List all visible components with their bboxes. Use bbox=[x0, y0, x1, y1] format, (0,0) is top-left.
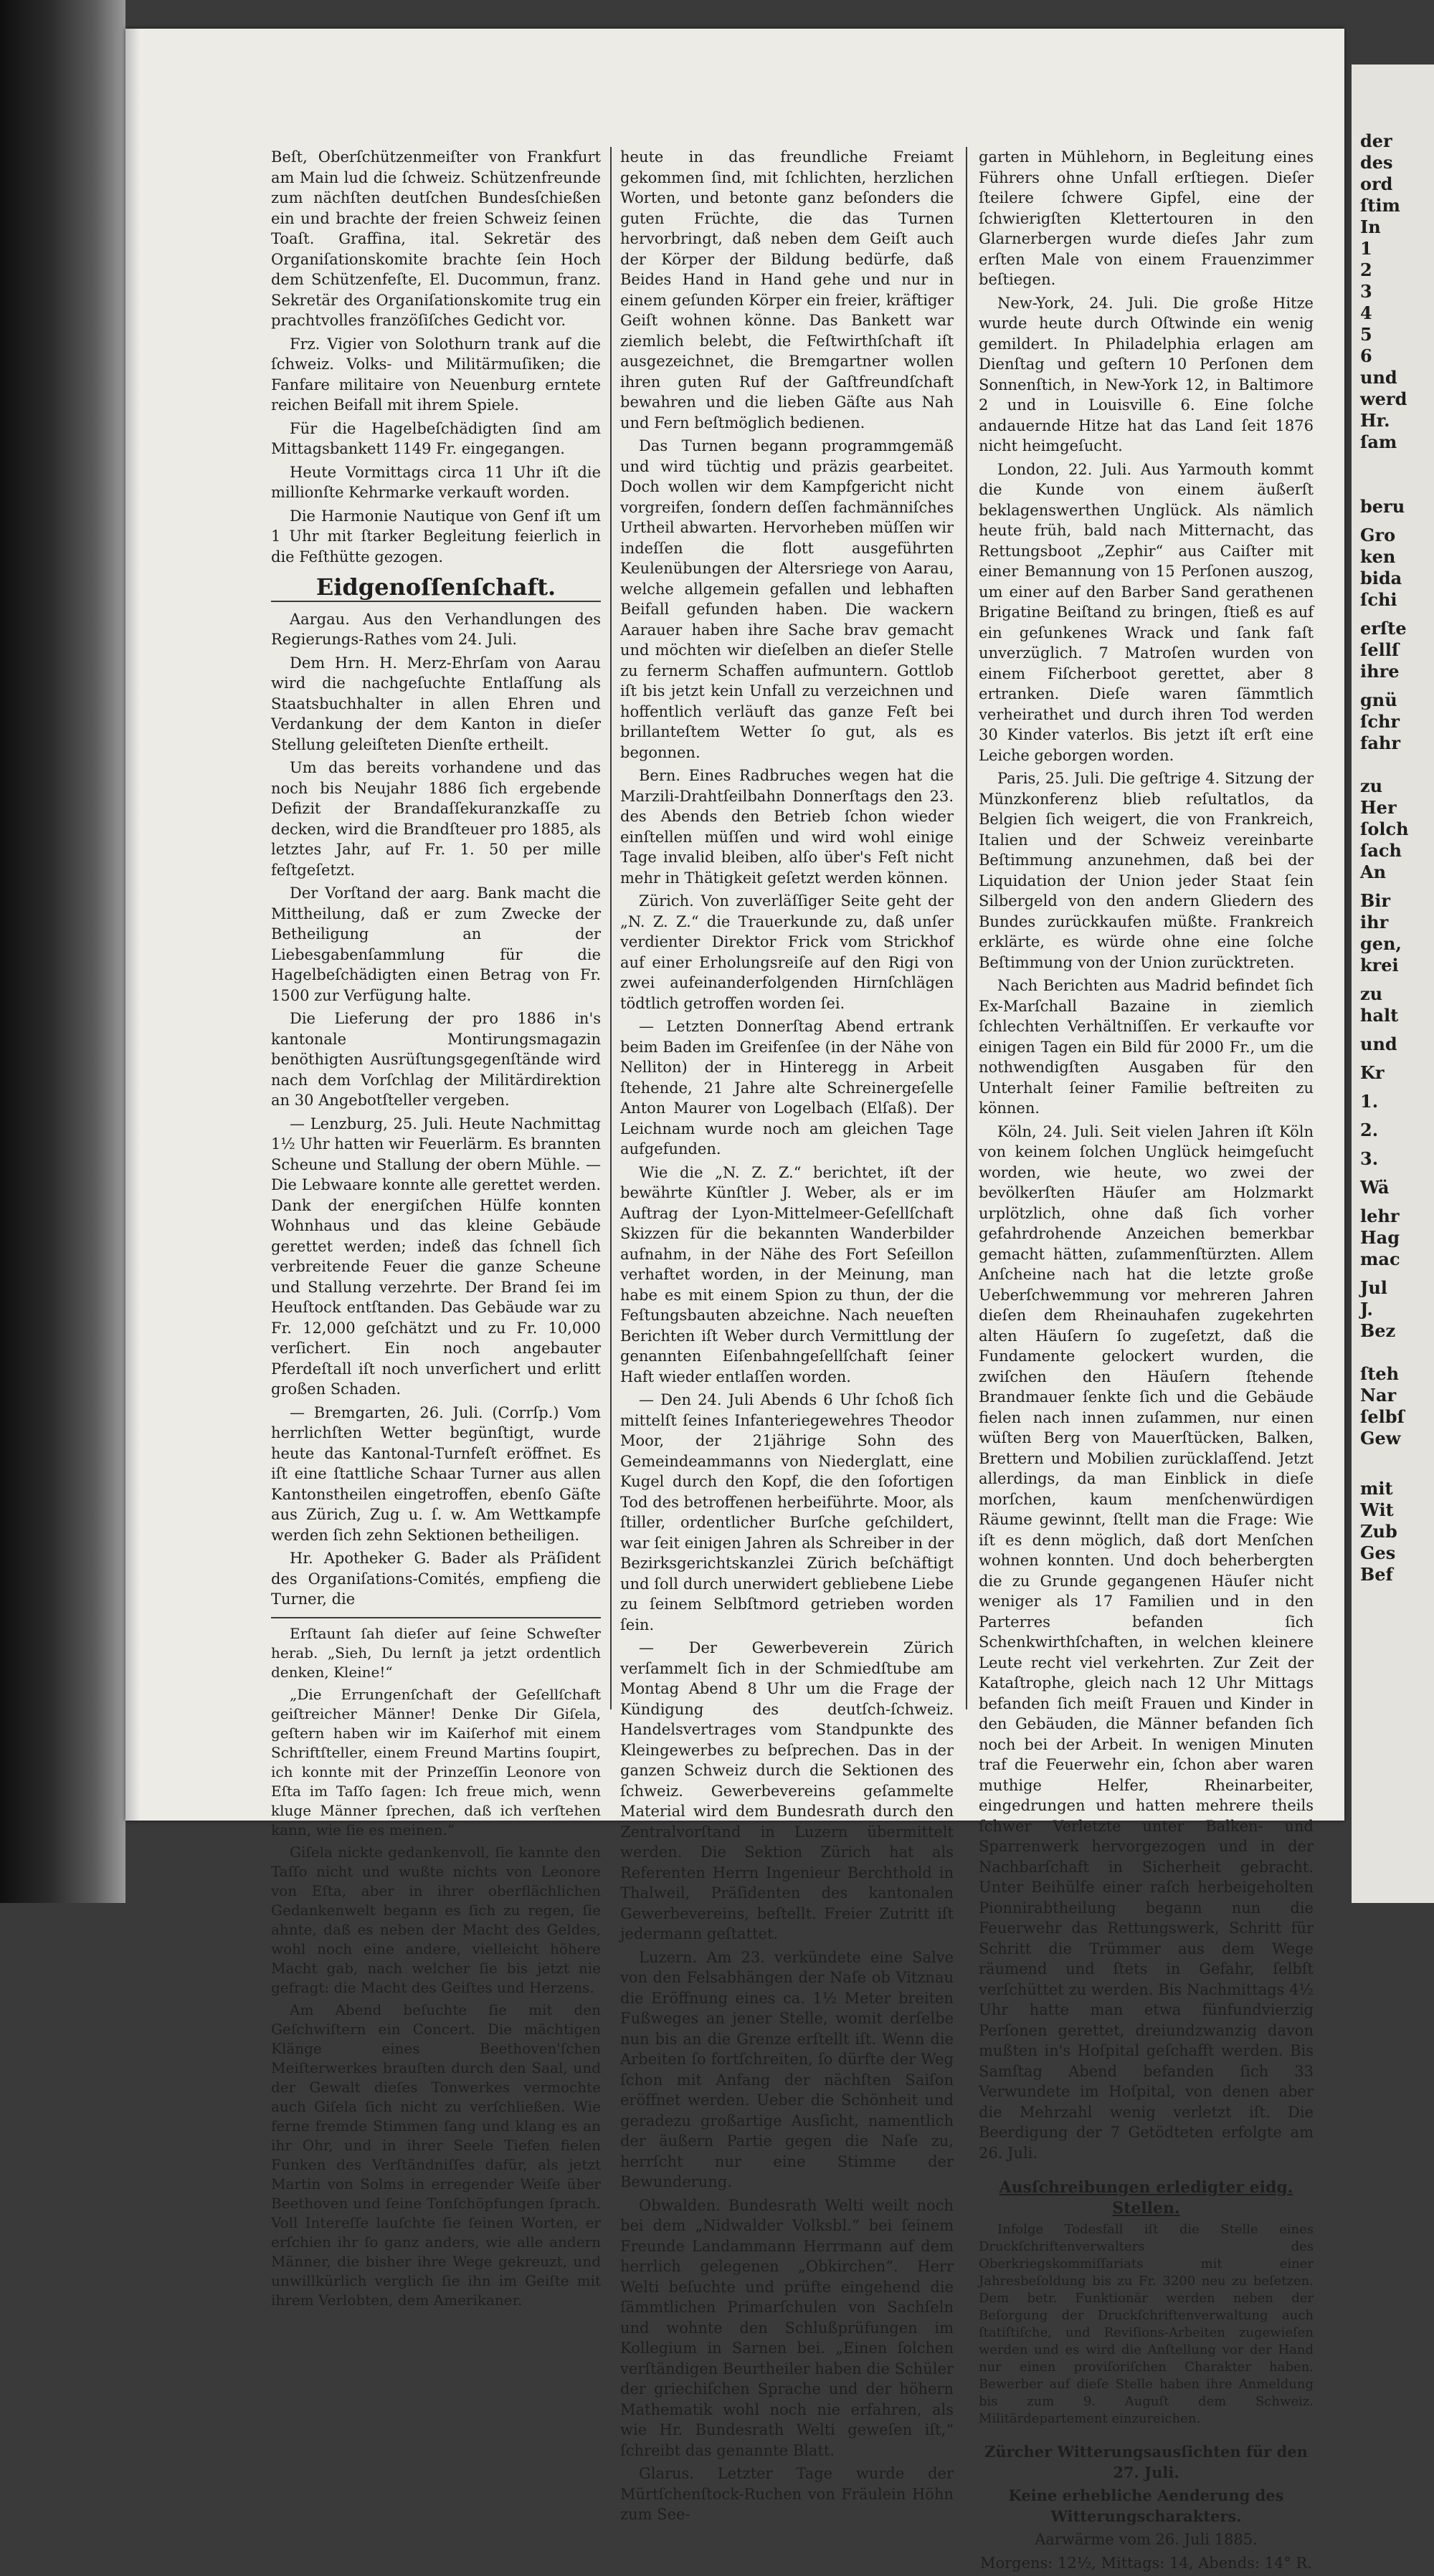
adjacent-page-fragment: Wä bbox=[1360, 1177, 1390, 1198]
adjacent-page-fragment: Zub bbox=[1360, 1521, 1397, 1542]
adjacent-page-fragment: bida bbox=[1360, 568, 1402, 588]
adjacent-page-fragment: ſach bbox=[1360, 840, 1402, 861]
paragraph: Am Abend beſuchte ſie mit den Geſchwiſtern ein Concert. Die mächtigen Klänge eines Beethoven'ſchen Meiſterwerkes brauſten durch den Saal, und der Gewalt dieſes Tonwerkes vermochte auch Giſela ſich nicht zu verſchließen. Wie ferne fremde Stimmen ſang und klang es an ihr Ohr, und in ihrer Seele Tiefen fielen Funken des Verſtändniſſes dafür, als jetzt Martin von Solms in erregender Weiſe über Beethoven und ſeine Tonſchöpfungen ſprach. Voll Intereſſe lauſchte ſie ſeinen Worten, er erſchien ihr ſo ganz anders, wie alle andern Männer, die bisher ihre Wege gekreuzt, und unwillkürlich verglich ſie ihn im Geiſte mit ihrem Verlobten, dem Amerikaner. bbox=[271, 2000, 601, 2309]
adjacent-page-fragment: ſchi bbox=[1360, 589, 1397, 610]
adjacent-page-fragment: mac bbox=[1360, 1249, 1400, 1269]
adjacent-page-fragment: ſchr bbox=[1360, 711, 1400, 732]
book-binding bbox=[0, 0, 125, 1903]
adjacent-page-fragment: Hr. bbox=[1360, 410, 1390, 431]
paragraph: Nach Berichten aus Madrid befindet ſich Ex-Marſchall Bazaine in ziemlich ſchlechten Verhältniſſen. Er verkaufte vor einigen Tagen ein Bild für 2000 Fr., um die nothwendigſten Ausgaben für den Unterhalt ſeiner Familie beſtreiten zu können. bbox=[979, 977, 1314, 1117]
paragraph: garten in Mühlehorn, in Begleitung eines Führers ohne Unfall erſtiegen. Dieſer ſteilere ſchwere Gipfel, eine der ſchwierigſten Klettertouren in den Glarnerbergen wurde dieſes Jahr zum erſten Male von einem Frauenzimmer beſtiegen. bbox=[979, 148, 1314, 288]
adjacent-page-fragment: und bbox=[1360, 367, 1397, 388]
paragraph: — Lenzburg, 25. Juli. Heute Nachmittag 1½ Uhr hatten wir Feuerlärm. Es brannten Scheune und Stallung der obern Mühle. — Die Lebwaare konnte alle gerettet werden. Dank der energiſchen Hülfe konnten Wohnhaus und das kleine Gebäude gerettet werden; indeß das ſchnell ſich verbreitende Feuer die ganze Scheune und Stallung verzehrte. Der Brand ſei im Heuſtock entſtanden. Das Gebäude war zu Fr. 12,000 geſchätzt und zu Fr. 10,000 verſichert. Ein noch angebauter Pferdeſtall iſt noch unverſichert und erlitt großen Schaden. bbox=[271, 1115, 601, 1398]
paragraph: Aargau. Aus den Verhandlungen des Regierungs-Rathes vom 24. Juli. bbox=[271, 610, 601, 648]
adjacent-page-fragment: ihr bbox=[1360, 912, 1389, 932]
adjacent-page-fragment: zu bbox=[1360, 983, 1383, 1004]
paragraph: heute in das freundliche Freiamt gekommen ſind, mit ſchlichten, herzlichen Worten, und betonte ganz beſonders die guten Früchte, die das Turnen hervorbringt, daß neben dem Geiſt auch der Körper der Bildung bedürfe, daß Beides Hand in Hand gehe und nur in einem geſunden Körper ein freier, kräftiger Geiſt wohnen könne. Das Bankett war ziemlich belebt, die Feſtwirthſchaft iſt ausgezeichnet, die Bremgartner wollen ihren guten Ruf der Gaſtfreundſchaft bewahren und die lieben Gäſte aus Nah und Fern beſtmöglich bedienen. bbox=[620, 148, 954, 431]
adjacent-page-fragment: mit bbox=[1360, 1478, 1393, 1499]
column-2 bbox=[620, 147, 954, 2528]
adjacent-page-fragment: 3. bbox=[1360, 1148, 1379, 1169]
adjacent-page-fragment: ſteh bbox=[1360, 1363, 1400, 1384]
adjacent-page-fragment: Bef bbox=[1360, 1564, 1393, 1585]
adjacent-page-fragment: Ges bbox=[1360, 1542, 1396, 1563]
adjacent-page-fragment: Her bbox=[1360, 797, 1397, 818]
adjacent-page-fragment: In bbox=[1360, 216, 1381, 237]
adjacent-page-fragment: Jul bbox=[1360, 1277, 1387, 1298]
weather-forecast: Zürcher Witterungsausſichten für den 27. Juli. bbox=[984, 2443, 1308, 2481]
adjacent-page-fragment: ſam bbox=[1360, 431, 1397, 452]
feuilleton bbox=[271, 1624, 601, 2310]
paragraph: Erſtaunt ſah dieſer auf ſeine Schweſter herab. „Sieh, Du lernſt ja jetzt ordentlich denken, Kleine!“ bbox=[271, 1624, 601, 1681]
paragraph: Giſela nickte gedankenvoll, ſie kannte den Taſſo nicht und wußte nichts von Leonore von Eſta, aber in ihrer oberflächlichen Gedankenwelt begann es ſich zu regen, ſie ahnte, daß es neben der Macht des Geldes, wohl noch eine andere, vielleicht höhere Macht gab, nach welcher ſie bis jetzt nie gefragt: die Macht des Geiſtes und Herzens. bbox=[271, 1843, 601, 1996]
paragraph: Köln, 24. Juli. Seit vielen Jahren iſt Köln von keinem ſolchen Unglück heimgeſucht worden, wie heute, wo zwei der bevölkerſten Häuſer am Holzmarkt urplötzlich, ohne daß ſich vorher gefahrdrohende Anzeichen bemerkbar gemacht hätten, zuſammenſtürzten. Allem Anſcheine nach hat die letzte große Ueberſchwemmung vor mehreren Jahren dieſen dem Rheinauhafen zugekehrten alten Häuſern ſo zugeſetzt, daß die Fundamente gelockert wurden, die zwiſchen den Häuſern ſtehende Brandmauer ſenkte ſich und die Gebäude fielen nach innen zuſammen, nur einen wüſten Berg von Mauerſtücken, Balken, Brettern und Mobilien zurücklaſſend. Jetzt allerdings, da man Einblick in dieſe morſchen, kaum menſchenwürdigen Räume gewinnt, ſtellt man die Frage: Wie iſt es denn möglich, daß dort Menſchen wohnen konnten. Und doch beherbergten die zu Grunde gegangenen Häuſer nicht weniger als 17 Familien und in den Parterres befanden ſich Schenkwirthſchaften, in welchen kleinere Leute recht viel verkehrten. Zur Zeit der Kataſtrophe, gleich nach 12 Uhr Mittags befanden ſich meiſt Frauen und Kinder in den Gebäuden, die Männer befanden ſich noch bei der Arbeit. In wenigen Minuten traf die Feuerwehr ein, ſchon aber waren muthige Helfer, Rheinarbeiter, eingedrungen und hatten mehrere theils ſchwer Verletzte unter Balken- und Sparrenwerk hervorgezogen und in der Nachbarſchaft in Sicherheit gebracht. Unter Beihülfe einer raſch herbeigeholten Pionnirabtheilung begann nun die Feuerwehr das Rettungswerk, Schritt für Schritt die Trümmer aus dem Wege räumend und ſtets in Gefahr, ſelbſt verſchüttet zu werden. Bis Nachmittags 4½ Uhr hatte man etwa fünfundvierzig Perſonen gerettet, dreiundzwanzig davon mußten in's Hoſpital geſchafft werden. Bis Samſtag Abend befanden ſich 33 Verwundete im Hoſpital, von denen aber die Mehrzahl wenig verletzt iſt. Die Beerdigung der 7 Getödteten erfolgte am 26. Juli. bbox=[979, 1122, 1314, 2162]
column-rule-2 bbox=[966, 147, 967, 1709]
adjacent-page-fragment: ſellſ bbox=[1360, 639, 1400, 660]
adjacent-page-fragment: 5 bbox=[1360, 324, 1372, 345]
section-heading: Eidgenoſſenſchaft. bbox=[271, 577, 601, 602]
festival-report bbox=[271, 147, 601, 567]
paragraph: Um das bereits vorhandene und das noch bis Neujahr 1886 ſich ergebende Defizit der Brandaſſekuranzkaſſe zu decken, wird die Brandſteuer pro 1885, als letztes Jahr, auf Fr. 1. 50 per mille feſtgeſetzt. bbox=[271, 759, 601, 879]
water-temperature-values: Morgens: 12½, Mittags: 14, Abends: 14° R. bbox=[979, 2554, 1313, 2572]
weather-divider bbox=[979, 2435, 1314, 2436]
adjacent-page-fragment: 1 bbox=[1360, 238, 1372, 259]
paragraph: Für die Hagelbeſchädigten ſind am Mittagsbankett 1149 Fr. eingegangen. bbox=[271, 419, 601, 457]
adjacent-page-fragment: ſelbſ bbox=[1360, 1406, 1405, 1427]
adjacent-page-fragment: krei bbox=[1360, 955, 1399, 975]
adjacent-page-fragment: Bez bbox=[1360, 1320, 1396, 1341]
adjacent-page-fragment: und bbox=[1360, 1034, 1397, 1054]
adjacent-page-fragment: 3 bbox=[1360, 281, 1372, 302]
feuilleton-divider bbox=[271, 1617, 601, 1618]
paragraph: Heute Vormittags circa 11 Uhr iſt die millionſte Kehrmarke verkauft worden. bbox=[271, 463, 601, 501]
adjacent-page-fragment: der bbox=[1360, 130, 1392, 151]
adjacent-page-fragment: ken bbox=[1360, 546, 1396, 567]
adjacent-page-fragment: werd bbox=[1360, 388, 1407, 409]
adjacent-page-fragment: fahr bbox=[1360, 733, 1400, 753]
adjacent-page-fragment: lehr bbox=[1360, 1206, 1400, 1226]
column-3 bbox=[979, 147, 1314, 2576]
paragraph: Der Vorſtand der aarg. Bank macht die Mittheilung, daß er zum Zwecke der Betheiligung an der Liebesgabenſammlung für die Hagelbeſchädigten einen Betrag von Fr. 1500 zur Verfügung halte. bbox=[271, 884, 601, 1004]
adjacent-page-fragment: Nar bbox=[1360, 1385, 1397, 1406]
paragraph: — Letzten Donnerſtag Abend ertrank beim Baden im Greifenſee (in der Nähe von Nelliton) der in Hinteregg in Arbeit ſtehende, 21 Jahre alte Schreinergeſelle Anton Maurer von Logelbach (Elſaß). Der Leichnam wurde noch am gleichen Tage aufgefunden. bbox=[620, 1018, 954, 1158]
adjacent-page-fragment: 6 bbox=[1360, 345, 1372, 366]
paragraph: — Den 24. Juli Abends 6 Uhr ſchoß ſich mittelſt ſeines Infanteriegewehres Theodor Moor, der 21jährige Sohn des Gemeindeammanns von Niederglatt, eine Kugel durch den Kopf, die den ſofortigen Tod des betroffenen herbeiführte. Moor, als ſtiller, ordentlicher Burſche geſchildert, war ſeit einigen Jahren als Schreiber in der Bezirksgerichtskanzlei Zürich beſchäftigt und ſoll durch unerwidert gebliebene Liebe zu ſeinem Selbſtmord getrieben worden ſein. bbox=[620, 1391, 954, 1633]
paragraph: Glarus. Letzter Tage wurde der Mürtſchenſtock-Ruchen von Fräulein Höhn zum See- bbox=[620, 2465, 954, 2523]
adjacent-page-fragment: Bir bbox=[1360, 890, 1391, 911]
adjacent-page-fragment: ſolch bbox=[1360, 819, 1409, 839]
adjacent-page-fragment: 4 bbox=[1360, 302, 1372, 323]
paragraph: Frz. Vigier von Solothurn trank auf die ſchweiz. Volks- und Militärmuſiken; die Fanfare militaire von Neuenburg erntete reichen Beifall mit ihrem Spiele. bbox=[271, 335, 601, 414]
paragraph: Bern. Eines Radbruches wegen hat die Marzili-Drahtſeilbahn Donnerſtags den 23. des Abends den Betrieb ſchon wieder einſtellen müſſen und wird wohl einige Tage invalid bleiben, alſo über's Feſt nicht mehr in Thätigkeit geſetzt werden können. bbox=[620, 767, 954, 887]
paragraph: Paris, 25. Juli. Die geſtrige 4. Sitzung der Münzkonferenz blieb reſultatlos, da Belgien ſich weigert, die von Frankreich, Italien und der Schweiz vereinbarte Beſtimmung anzunehmen, daß bei der Liquidation der Union jeder Staat ſein Silbergeld von den andern Gliedern des Bundes zurückkaufen müßte. Frankreich erklärte, es würde ohne eine ſolche Beſtimmung von der Union zurücktreten. bbox=[979, 770, 1314, 971]
adjacent-page-fragment: gen, bbox=[1360, 933, 1402, 954]
paragraph: Das Turnen begann programmgemäß und wird tüchtig und präzis gearbeitet. Doch wollen wir dem Kampfgericht nicht vorgreifen, ſondern deſſen fachmänniſches Urtheil abwarten. Hervorheben müſſen wir indeſſen die flott ausgeführten Keulenübungen der Altersriege von Aarau, welche allgemein gefallen und lebhaften Beifall gefunden haben. Die wackern Aarauer haben ihre Sache brav gemacht und möchten wir dieſelben an dieſer Stelle zu fernerm Schaffen aufmuntern. Gottlob iſt bis jetzt kein Unfall zu verzeichnen und hoffentlich verläuft das ganze Feſt bei brillanteſtem Wetter ſo gut, als es begonnen. bbox=[620, 437, 954, 761]
water-temperature-title: Aarwärme vom 26. Juli 1885. bbox=[1035, 2531, 1258, 2548]
adjacent-page-fragment: erſte bbox=[1360, 618, 1407, 639]
notice-divider bbox=[979, 2170, 1314, 2172]
paragraph: Die Harmonie Nautique von Genf iſt um 1 Uhr mit ſtarker Begleitung feierlich in die Feſthütte gezogen. bbox=[271, 507, 601, 566]
page-gutter-shadow bbox=[125, 29, 140, 1821]
weather-note: Keine erhebliche Aenderung des Witterungscharakters. bbox=[1008, 2486, 1284, 2525]
adjacent-page-fragment: Wit bbox=[1360, 1499, 1394, 1520]
paragraph: New-York, 24. Juli. Die große Hitze wurde heute durch Oſtwinde ein wenig gemildert. In Philadelphia erlagen am Dienſtag und geſtern 10 Perſonen dem Sonnenſtich, in New-York 12, in Baltimore 2 und in Louisville 6. Eine ſolche andauernde Hitze hat das Land ſeit 1876 nicht heimgeſucht. bbox=[979, 294, 1314, 454]
paragraph: — Der Gewerbeverein Zürich verſammelt ſich in der Schmiedſtube am Montag Abend 8 Uhr um die Frage der Kündigung des deutſch-ſchweiz. Handelsvertrages vom Standpunkte des Kleingewerbes zu beſprechen. Das in der ganzen Schweiz durch die Sektionen des ſchweiz. Gewerbevereins geſammelte Material wird dem Bundesrath durch den Zentralvorſtand in Luzern übermittelt werden. Die Sektion Zürich hat als Referenten Herrn Ingenieur Berchthold in Thalweil, Präſidenten des kantonalen Gewerbevereins, beſtellt. Freier Zutritt iſt jedermann geſtattet. bbox=[620, 1639, 954, 1942]
adjacent-page-fragment: beru bbox=[1360, 496, 1405, 517]
adjacent-page-fragment: An bbox=[1360, 862, 1387, 882]
adjacent-page-fragment: gnü bbox=[1360, 690, 1397, 710]
adjacent-page-fragment: des bbox=[1360, 152, 1393, 173]
adjacent-page-fragment: halt bbox=[1360, 1005, 1399, 1026]
adjacent-page-fragment: Gew bbox=[1360, 1428, 1401, 1449]
adjacent-page-fragment: zu bbox=[1360, 776, 1383, 796]
adjacent-page-fragment: J. bbox=[1360, 1299, 1373, 1320]
adjacent-page-fragment: Kr bbox=[1360, 1062, 1385, 1083]
column-1 bbox=[271, 147, 601, 2313]
adjacent-page-fragment: ord bbox=[1360, 173, 1393, 194]
paragraph: Beſt, Oberſchützenmeiſter von Frankfurt am Main lud die ſchweiz. Schützenfreunde zum nächſten deutſchen Bundesſchießen ein und brachte der freien Schweiz ſeinen Toaſt. Graffina, ital. Sekretär des Organiſationskomite brachte ſein Hoch dem Schützenfeſte, El. Ducommun, franz. Sekretär des Organiſationskomite trug ein prachtvolles franzöſiſches Gedicht vor. bbox=[271, 148, 601, 329]
paragraph: London, 22. Juli. Aus Yarmouth kommt die Kunde von einem äußerſt beklagenswerthen Unglück. Als nämlich heute früh, bald nach Mitternacht, das Rettungsboot „Zephir“ aus Caiſter mit einer Bemannung von 15 Perſonen auszog, um einer auf den Barber Sand gerathenen Brigatine Beiſtand zu bringen, ſtieß es auf ein geſunkenes Wrack und ſank faſt unverzüglich. 7 Matroſen wurden von einem Fiſcherboot gerettet, aber 8 ertranken. Dieſe waren ſämmtlich verheirathet und durch ihren Tod werden 30 Kinder vaterlos. Bis jetzt iſt erſt eine Leiche geborgen worden. bbox=[979, 460, 1314, 764]
paragraph: Zürich. Von zuverläſſiger Seite geht der „N. Z. Z.“ die Trauerkunde zu, daß unſer verdienter Direktor Frick vom Strickhof auf einer Erholungsreiſe auf den Rigi von zwei aufeinanderfolgenden Hirnſchlägen tödtlich getroffen worden ſei. bbox=[620, 892, 954, 1012]
paragraph: — Bremgarten, 26. Juli. (Corrſp.) Vom herrlichſten Wetter begünſtigt, wurde heute das Kantonal-Turnfeſt eröffnet. Es iſt eine ſtattliche Schaar Turner aus allen Kantonstheilen eingetroffen, ebenſo Gäſte aus Zürich, Zug u. ſ. w. Am Wettkampfe werden ſich zehn Sektionen betheiligen. bbox=[271, 1403, 601, 1544]
adjacent-page-fragment: 1. bbox=[1360, 1091, 1379, 1112]
column-rule-1 bbox=[610, 147, 612, 1709]
paragraph: Luzern. Am 23. verkündete eine Salve von den Felsabhängen der Naſe ob Vitznau die Eröffnung eines ca. 1½ Meter breiten Fußweges an jener Stelle, womit derſelbe nun bis an die Grenze erſtellt iſt. Wenn die Arbeiten ſo fortſchreiten, ſo dürfte der Weg ſchon mit Anfang der nächſten Saiſon eröffnet werden. Ueber die Schönheit und geradezu großartige Ausſicht, namentlich der äußern Partie gegen die Naſe zu, herrſcht nur eine Stimme der Bewunderung. bbox=[620, 1948, 954, 2190]
adjacent-page-fragment: ihre bbox=[1360, 661, 1400, 682]
paragraph: Wie die „N. Z. Z.“ berichtet, iſt der bewährte Künſtler J. Weber, als er im Auftrag der Lyon-Mittelmeer-Geſellſchaft Skizzen für die bekannten Wanderbilder aufnahm, in der Nähe des Fort Seſeillon verhaftet worden, in der Meinung, man habe es mit einem Spion zu thun, der die Feſtungsbauten abzeichne. Nach neueſten Berichten iſt Weber durch Vermittlung der genannten Eiſenbahngeſellſchaft ſeiner Haft wieder entlaſſen worden. bbox=[620, 1163, 954, 1385]
paragraph: Obwalden. Bundesrath Welti weilt noch bei dem „Nidwalder Volksbl.“ bei ſeinem Freunde Landammann Herrmann auf dem herrlich gelegenen „Obkirchen“. Herr Welti beſuchte und prüfte eingehend die ſämmtlichen Primarſchulen von Sachſeln und wohnte den Schlußprüfungen im Kollegium in Sarnen bei. „Einen ſolchen verſtändigen Beurtheiler haben die Schüler der griechiſchen Sprache und der höhern Mathematik wohl noch nie erfahren, als wie Hr. Bundesrath Welti geweſen iſt,“ ſchreibt das genannte Blatt. bbox=[620, 2196, 954, 2459]
adjacent-page-sliver bbox=[1352, 65, 1434, 1903]
adjacent-page-fragment: 2. bbox=[1360, 1120, 1379, 1140]
adjacent-page-fragment: 2 bbox=[1360, 259, 1372, 280]
paragraph: Dem Hrn. H. Merz-Ehrſam von Aarau wird die nachgeſuchte Entlaſſung als Staatsbuchhalter in allen Ehren und Verdankung der dem Kanton in dieſer Stellung geleiſteten Dienſte ertheilt. bbox=[271, 654, 601, 753]
paragraph: „Die Errungenſchaft der Geſellſchaft geiſtreicher Männer! Denke Dir Giſela, geſtern haben wir im Kaiſerhof mit einem Schriftſteller, einem Freund Martins ſoupirt, ich konnte mit der Prinzeſſin Leonore von Eſta im Taſſo ſagen: Ich freue mich, wenn kluge Männer ſprechen, daß ich verſtehen kann, wie ſie es meinen.“ bbox=[271, 1685, 601, 1838]
federal-news bbox=[271, 609, 601, 1610]
paragraph: Die Lieferung der pro 1886 in's kantonale Montirungsmagazin benöthigten Ausrüſtungsgegenſtände wird nach dem Vorſchlag der Militärdirektion an 30 Angebotſteller vergeben. bbox=[271, 1010, 601, 1109]
adjacent-page-fragment: ſtim bbox=[1360, 195, 1400, 216]
adjacent-page-fragment: Hag bbox=[1360, 1227, 1400, 1248]
adjacent-page-fragment: Gro bbox=[1360, 525, 1396, 545]
notice-text: Infolge Todesfall iſt die Stelle eines Druckſchriftenverwalters des Oberkriegskommiſſariats mit einer Jahresbeſoldung bis zu Fr. 3200 neu zu beſetzen. Dem betr. Funktionär werden neben der Beſorgung der Druckſchriftenverwaltung auch ſtatiſtiſche, und Reviſions-Arbeiten zugewieſen werden und es wird die Anſtellung vor der Hand nur einen proviſoriſchen Charakter haben. Bewerber auf dieſe Stelle haben ihre Anmeldung bis zum 9. Auguſt dem Schweiz. Militärdepartement einzureichen. bbox=[979, 2222, 1314, 2426]
paragraph: Hr. Apotheker G. Bader als Präſident des Organiſations-Comités, empfieng die Turner, die bbox=[271, 1550, 601, 1608]
notice-title: Ausſchreibungen erledigter eidg. Stellen. bbox=[999, 2178, 1293, 2218]
